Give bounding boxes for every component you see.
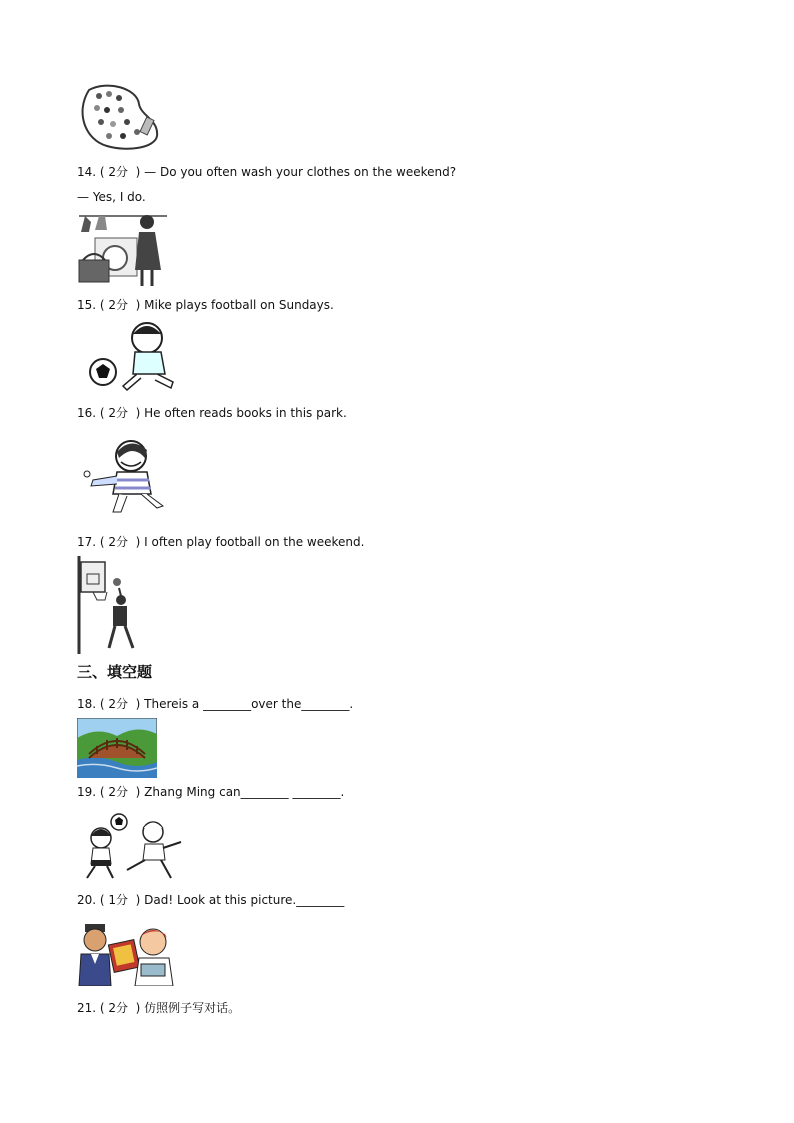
boy-kicking-football-illustration	[77, 320, 183, 394]
question-17: 17. ( 2分 ) I often play football on the weekend.	[77, 535, 365, 549]
question-18: 18. ( 2分 ) Thereis a ________over the________.	[77, 697, 354, 711]
dad-and-boy-picture-illustration	[77, 920, 177, 986]
basketball-player-illustration	[77, 556, 147, 654]
question-15: 15. ( 2分 ) Mike plays football on Sundays.	[77, 298, 334, 312]
question-21: 21. ( 2分 ) 仿照例子写对话。	[77, 1001, 241, 1015]
kids-playing-football-illustration	[77, 812, 185, 882]
question-14-answer: — Yes, I do.	[77, 190, 146, 204]
question-16: 16. ( 2分 ) He often reads books in this park.	[77, 406, 347, 420]
question-19: 19. ( 2分 ) Zhang Ming can________ ________.	[77, 785, 345, 799]
palette-illustration	[77, 82, 167, 152]
question-20: 20. ( 1分 ) Dad! Look at this picture.________	[77, 893, 345, 907]
boy-playing-ping-pong-illustration	[77, 436, 177, 516]
question-14: 14. ( 2分 ) — Do you often wash your clothes on the weekend?	[77, 165, 457, 179]
bridge-over-river-illustration	[77, 718, 157, 778]
section-heading: 三、填空题	[77, 663, 153, 681]
washing-clothes-illustration	[77, 210, 169, 288]
